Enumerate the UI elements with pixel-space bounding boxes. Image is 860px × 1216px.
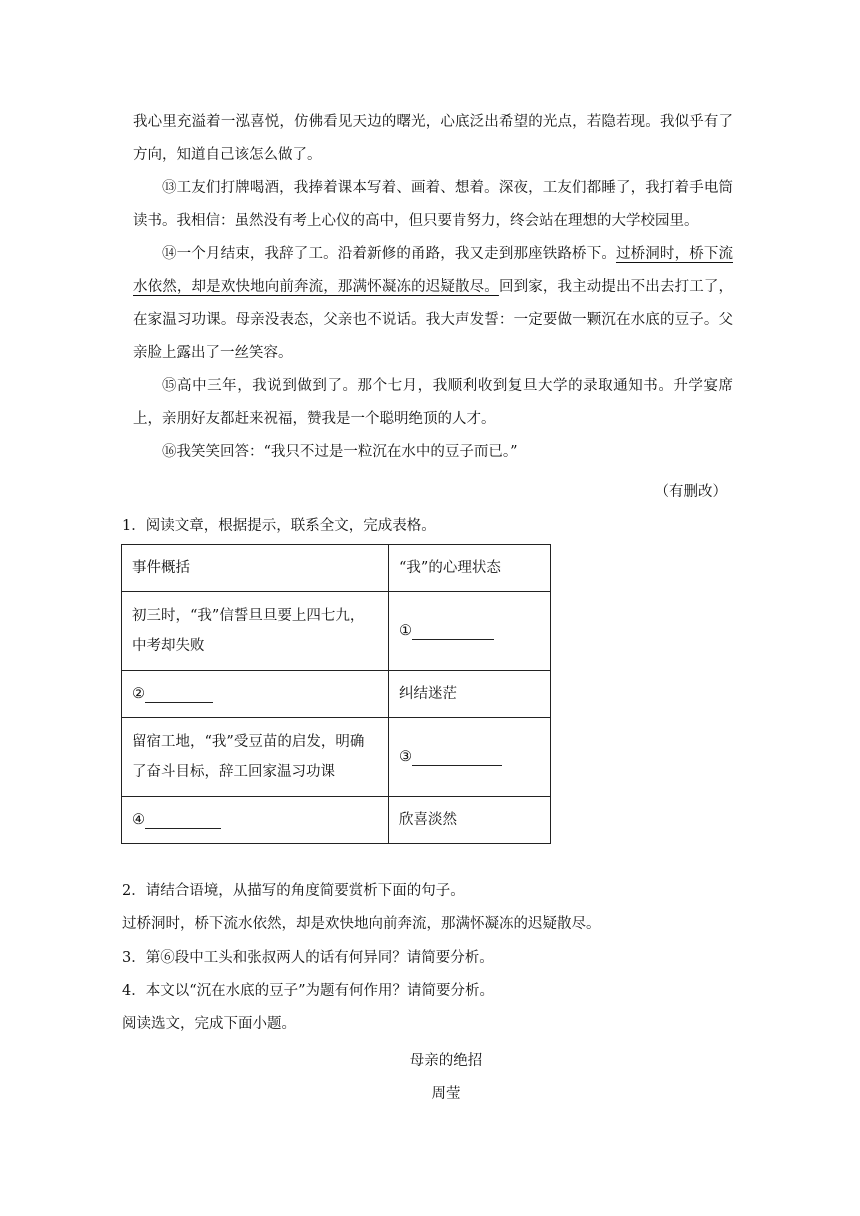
question-1: 1．阅读文章，根据提示，联系全文，完成表格。	[122, 518, 436, 534]
row1-state-cell	[389, 592, 551, 671]
row4-event-marker: ④	[132, 812, 145, 828]
row2-event-marker: ②	[132, 686, 145, 702]
article-author: 周莹	[431, 1086, 461, 1102]
row1-event: 初三时，“我”信誓旦旦要上四七九，中考却失败	[122, 592, 389, 671]
question-3: 3．第⑥段中工头和张叔两人的话有何异同？请简要分析。	[122, 950, 494, 966]
row3-state-marker: ③	[399, 749, 412, 765]
table-header-row	[122, 545, 551, 592]
paragraph-12-end: 我心里充溢着一泓喜悦，仿佛看见天边的曙光，心底泛出希望的光点，若隐若现。我似乎有了方向，知道自己该怎么做了。	[133, 114, 733, 163]
question-2: 2．请结合语境，从描写的角度简要赏析下面的句子。	[122, 883, 465, 899]
row4-state: 欣喜淡然	[389, 797, 551, 844]
question-4: 4．本文以“沉在水底的豆子”为题有何作用？请简要分析。	[122, 983, 495, 999]
row2-state: 纠结迷茫	[389, 671, 551, 718]
row2-event-cell	[122, 671, 389, 718]
revision-note: （有删改）	[654, 484, 727, 500]
underlined-sentence: 过桥洞时，桥下流水依然，却是欢快地向前奔流，那满怀凝冻的迟疑散尽。	[133, 246, 733, 295]
article-title: 母亲的绝招	[409, 1053, 483, 1069]
answer-blank-4[interactable]	[145, 812, 221, 829]
table-row	[122, 671, 551, 718]
paragraph-14-part-a: ⑭一个月结束，我辞了工。沿着新修的甬路，我又走到那座铁路桥下。	[162, 246, 616, 262]
table-row	[122, 797, 551, 844]
header-state: “我”的心理状态	[389, 545, 551, 592]
row4-event-cell	[122, 797, 389, 844]
paragraph-16: ⑯我笑笑回答：“我只不过是一粒沉在水中的豆子而已。”	[162, 444, 518, 460]
row3-state-cell	[389, 718, 551, 797]
answer-table	[121, 544, 551, 844]
question-2-sentence: 过桥洞时，桥下流水依然，却是欢快地向前奔流，那满怀凝冻的迟疑散尽。	[122, 916, 601, 932]
paragraph-14-part-b: 回到家，我主动提出不出去打工了，在家温习功课。母亲没表态，父亲也不说话。我大声发誓：一定要做一颗沉在水底的豆子。父亲脸上露出了一丝笑容。	[133, 279, 733, 361]
row1-state-marker: ①	[399, 623, 412, 639]
answer-blank-2[interactable]	[145, 686, 213, 703]
answer-blank-1[interactable]	[412, 623, 494, 640]
header-event: 事件概括	[122, 545, 389, 592]
paragraph-14	[133, 238, 733, 370]
paragraph-15: ⑮高中三年，我说到做到了。那个七月，我顺利收到复旦大学的录取通知书。升学宴席上，亲朋好友都赶来祝福，赞我是一个聪明绝顶的人才。	[133, 378, 733, 427]
reading-intro: 阅读选文，完成下面小题。	[122, 1016, 296, 1032]
table-row	[122, 718, 551, 797]
table-row	[122, 592, 551, 671]
answer-blank-3[interactable]	[412, 749, 502, 766]
paragraph-13: ⑬工友们打牌喝酒，我捧着课本写着、画着、想着。深夜，工友们都睡了，我打着手电筒读书。我相信：虽然没有考上心仪的高中，但只要肯努力，终会站在理想的大学校园里。	[133, 180, 733, 229]
row3-event: 留宿工地，“我”受豆苗的启发，明确了奋斗目标，辞工回家温习功课	[122, 718, 389, 797]
